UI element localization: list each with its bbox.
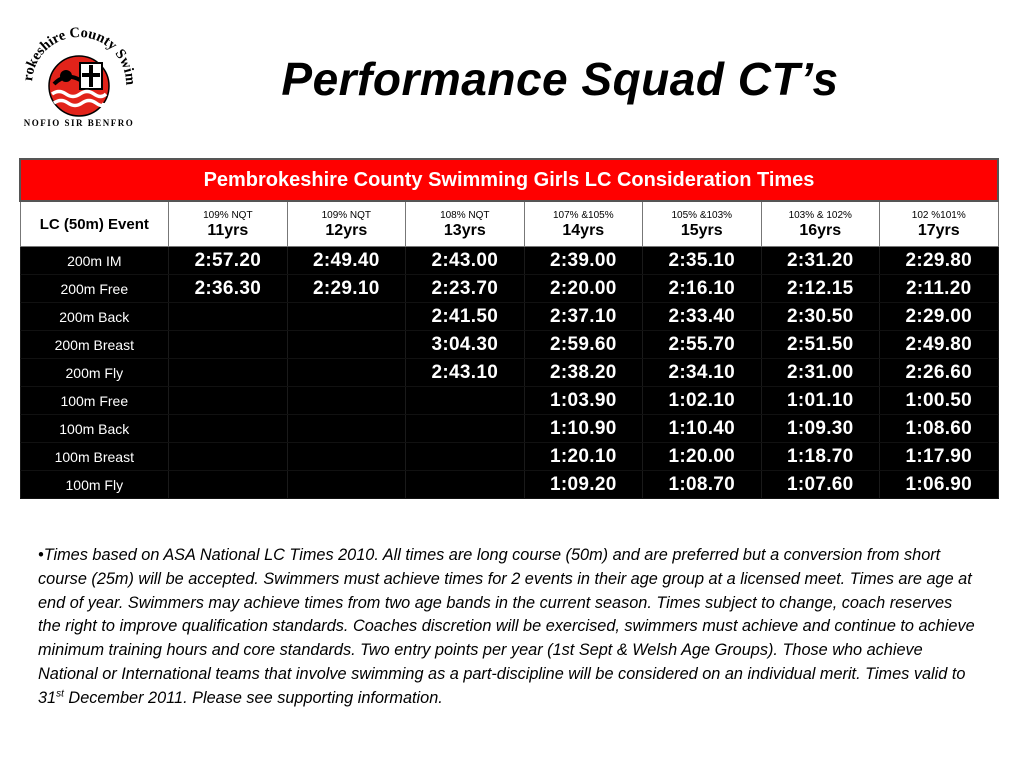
time-cell — [406, 443, 524, 471]
table-row — [20, 331, 998, 359]
time-cell — [287, 415, 405, 443]
time-cell: 2:12.15 — [761, 275, 879, 303]
event-column-header: LC (50m) Event — [20, 201, 169, 247]
time-cell — [169, 471, 287, 499]
column-age: 16yrs — [799, 221, 842, 239]
time-cell — [406, 415, 524, 443]
table-row — [20, 303, 998, 331]
event-name-cell: 200m Free — [20, 275, 169, 303]
table-row — [20, 247, 998, 275]
time-cell: 2:30.50 — [761, 303, 879, 331]
consideration-times-table — [19, 158, 999, 499]
time-cell: 2:37.10 — [524, 303, 642, 331]
time-cell: 2:59.60 — [524, 331, 642, 359]
time-cell: 1:00.50 — [880, 387, 999, 415]
time-cell: 2:39.00 — [524, 247, 642, 275]
time-cell — [169, 443, 287, 471]
table-banner: Pembrokeshire County Swimming Girls LC Consideration Times — [20, 159, 998, 201]
time-cell — [169, 359, 287, 387]
age-column-header — [761, 201, 879, 247]
time-cell — [169, 303, 287, 331]
time-cell: 1:01.10 — [761, 387, 879, 415]
age-column-header — [524, 201, 642, 247]
time-cell: 2:35.10 — [643, 247, 761, 275]
time-cell: 1:02.10 — [643, 387, 761, 415]
time-cell — [287, 359, 405, 387]
table-row — [20, 415, 998, 443]
column-age: 15yrs — [680, 221, 723, 239]
column-percent: 109% NQT — [321, 209, 372, 221]
time-cell: 2:43.10 — [406, 359, 524, 387]
time-cell: 2:43.00 — [406, 247, 524, 275]
time-cell: 2:36.30 — [169, 275, 287, 303]
column-age: 17yrs — [917, 221, 960, 239]
time-cell: 2:57.20 — [169, 247, 287, 275]
table-body — [20, 247, 998, 499]
column-percent: 102 %101% — [911, 209, 966, 221]
table-row — [20, 443, 998, 471]
event-name-cell: 100m Fly — [20, 471, 169, 499]
time-cell: 2:29.00 — [880, 303, 999, 331]
time-cell: 1:10.40 — [643, 415, 761, 443]
time-cell: 1:17.90 — [880, 443, 999, 471]
time-cell — [287, 331, 405, 359]
column-age: 13yrs — [443, 221, 486, 239]
time-cell — [406, 471, 524, 499]
age-column-header — [643, 201, 761, 247]
column-percent: 103% & 102% — [788, 209, 852, 221]
time-cell — [287, 471, 405, 499]
swimmer-emblem-icon — [14, 18, 144, 130]
time-cell: 1:06.90 — [880, 471, 999, 499]
time-cell — [287, 443, 405, 471]
time-cell: 2:16.10 — [643, 275, 761, 303]
time-cell: 2:38.20 — [524, 359, 642, 387]
county-swimming-logo — [14, 18, 144, 130]
time-cell: 1:18.70 — [761, 443, 879, 471]
table-row — [20, 275, 998, 303]
time-cell — [406, 387, 524, 415]
time-cell: 1:03.90 — [524, 387, 642, 415]
time-cell: 2:26.60 — [880, 359, 999, 387]
time-cell: 2:29.10 — [287, 275, 405, 303]
time-cell: 1:08.60 — [880, 415, 999, 443]
age-column-header — [169, 201, 287, 247]
time-cell: 3:04.30 — [406, 331, 524, 359]
event-name-cell: 200m Breast — [20, 331, 169, 359]
time-cell — [169, 387, 287, 415]
time-cell: 2:11.20 — [880, 275, 999, 303]
notes-paragraph — [38, 544, 978, 711]
time-cell: 2:51.50 — [761, 331, 879, 359]
time-cell: 2:41.50 — [406, 303, 524, 331]
table-header-row — [20, 201, 998, 247]
time-cell: 2:20.00 — [524, 275, 642, 303]
time-cell: 1:07.60 — [761, 471, 879, 499]
time-cell: 1:20.00 — [643, 443, 761, 471]
age-column-header — [406, 201, 524, 247]
event-name-cell: 200m IM — [20, 247, 169, 275]
age-column-header — [880, 201, 999, 247]
table-row — [20, 387, 998, 415]
notes-superscript: st — [56, 688, 64, 700]
table-row — [20, 359, 998, 387]
time-cell — [287, 387, 405, 415]
time-cell — [169, 331, 287, 359]
notes-text-end: December 2011. Please see supporting information. — [63, 688, 443, 707]
column-percent: 109% NQT — [203, 209, 253, 221]
time-cell: 1:08.70 — [643, 471, 761, 499]
column-percent: 105% &103% — [671, 209, 733, 221]
time-cell: 2:31.00 — [761, 359, 879, 387]
time-cell: 2:23.70 — [406, 275, 524, 303]
event-name-cell: 200m Fly — [20, 359, 169, 387]
logo-arc-text: rokeshire County Swim — [20, 24, 139, 86]
event-name-cell: 100m Back — [20, 415, 169, 443]
time-cell: 1:10.90 — [524, 415, 642, 443]
column-percent: 108% NQT — [440, 209, 490, 221]
notes-text: Times based on ASA National LC Times 2010. All times are long course (50m) and are preferred but a conversion from short course (25m) will be accepted. Swimmers must achieve times for 2 events in their age group at a licensed meet. Times are age at end of year. Swimmers may achieve times from two age bands in the current season. Times subject to change, coach reserves the right to improve qualification standards. Coaches discretion will be exercised, swimmers must achieve and continue to achieve minimum training hours and core standards. Two entry points per year (1st Sept & Welsh Age Groups). Those who achieve National or International teams that involve swimming as a part-discipline will be considered on an individual merit. Times valid to 31 — [38, 546, 975, 707]
time-cell: 2:29.80 — [880, 247, 999, 275]
age-column-header — [287, 201, 405, 247]
time-cell — [169, 415, 287, 443]
column-age: 11yrs — [207, 221, 249, 239]
time-cell: 1:09.30 — [761, 415, 879, 443]
page-title: Performance Squad CT’s — [281, 53, 839, 105]
time-cell: 2:55.70 — [643, 331, 761, 359]
notes-bullet: • — [38, 546, 44, 564]
event-name-cell: 200m Back — [20, 303, 169, 331]
column-age: 12yrs — [325, 221, 368, 239]
time-cell: 2:34.10 — [643, 359, 761, 387]
event-name-cell: 100m Free — [20, 387, 169, 415]
time-cell: 2:33.40 — [643, 303, 761, 331]
time-cell: 1:20.10 — [524, 443, 642, 471]
table-row — [20, 471, 998, 499]
logo-motto: NOFIO SIR BENFRO — [23, 118, 135, 128]
column-percent: 107% &105% — [552, 209, 614, 221]
time-cell — [287, 303, 405, 331]
time-cell: 2:49.80 — [880, 331, 999, 359]
time-cell: 1:09.20 — [524, 471, 642, 499]
time-cell: 2:49.40 — [287, 247, 405, 275]
event-name-cell: 100m Breast — [20, 443, 169, 471]
time-cell: 2:31.20 — [761, 247, 879, 275]
column-age: 14yrs — [562, 221, 605, 239]
